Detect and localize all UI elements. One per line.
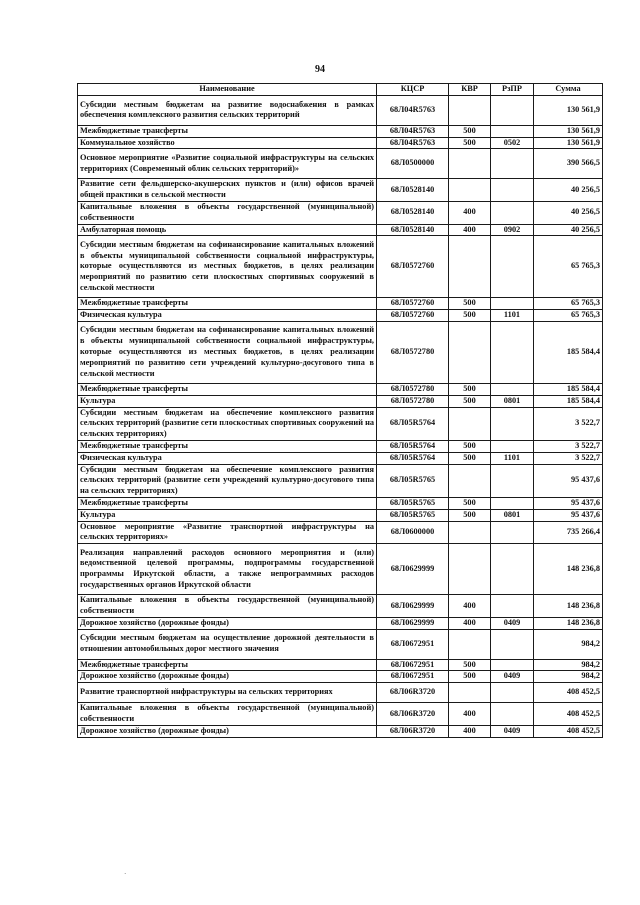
row-rzpr	[491, 201, 534, 224]
row-kvr: 400	[449, 703, 491, 726]
row-kvr: 500	[449, 659, 491, 671]
table-row	[78, 617, 603, 629]
row-rzpr	[491, 383, 534, 395]
row-code: 68Л0572760	[377, 298, 449, 310]
scan-mark: ·	[124, 870, 127, 878]
row-sum: 408 452,5	[534, 725, 603, 737]
row-kvr	[449, 464, 491, 497]
row-sum: 984,2	[534, 629, 603, 659]
header-rzpr: РзПР	[491, 84, 534, 96]
row-code: 68Л0629999	[377, 544, 449, 595]
row-sum: 185 584,4	[534, 395, 603, 407]
row-name: Основное мероприятие «Развитие транспортной инфраструктуры на сельских территориях»	[78, 521, 377, 544]
row-kvr: 500	[449, 509, 491, 521]
row-name: Культура	[78, 395, 377, 407]
budget-table	[77, 83, 603, 738]
table-row	[78, 407, 603, 440]
row-kvr: 500	[449, 383, 491, 395]
row-sum: 95 437,6	[534, 464, 603, 497]
row-rzpr: 0801	[491, 395, 534, 407]
row-code: 68Л05R5764	[377, 407, 449, 440]
row-kvr: 500	[449, 452, 491, 464]
row-rzpr	[491, 544, 534, 595]
row-kvr	[449, 521, 491, 544]
row-code: 68Л0672951	[377, 671, 449, 683]
row-name: Межбюджетные трансферты	[78, 125, 377, 137]
table-row	[78, 671, 603, 683]
row-kvr: 500	[449, 497, 491, 509]
row-name: Физическая культура	[78, 452, 377, 464]
row-sum: 130 561,9	[534, 125, 603, 137]
row-code: 68Л0572780	[377, 395, 449, 407]
row-code: 68Л06R3720	[377, 683, 449, 703]
table-row	[78, 452, 603, 464]
table-row	[78, 149, 603, 179]
row-sum: 984,2	[534, 671, 603, 683]
table-row	[78, 95, 603, 125]
row-sum: 148 236,8	[534, 544, 603, 595]
row-name: Субсидии местным бюджетам на осуществление дорожной деятельности в отношении автомобильных дорог местного значения	[78, 629, 377, 659]
table-row	[78, 464, 603, 497]
row-name: Коммунальное хозяйство	[78, 137, 377, 149]
row-sum: 390 566,5	[534, 149, 603, 179]
row-rzpr	[491, 95, 534, 125]
table-row	[78, 509, 603, 521]
row-rzpr: 0902	[491, 224, 534, 236]
header-name: Наименование	[78, 84, 377, 96]
row-kvr	[449, 629, 491, 659]
table-row	[78, 725, 603, 737]
table-row	[78, 395, 603, 407]
row-rzpr: 1101	[491, 310, 534, 322]
row-name: Межбюджетные трансферты	[78, 298, 377, 310]
row-rzpr: 0409	[491, 671, 534, 683]
row-kvr: 400	[449, 595, 491, 618]
table-row	[78, 179, 603, 202]
row-code: 68Л0572760	[377, 236, 449, 298]
table-row	[78, 497, 603, 509]
row-sum: 148 236,8	[534, 617, 603, 629]
row-rzpr	[491, 321, 534, 383]
row-rzpr	[491, 149, 534, 179]
row-sum: 40 256,5	[534, 224, 603, 236]
row-name: Реализация направлений расходов основного мероприятия и (или) ведомственной целевой программы, подпрограммы государственной программы Иркутской области, а также непрограммных расходов государственных органов Иркутской области	[78, 544, 377, 595]
row-rzpr	[491, 683, 534, 703]
row-sum: 408 452,5	[534, 703, 603, 726]
row-kvr: 500	[449, 395, 491, 407]
row-name: Развитие транспортной инфраструктуры на сельских территориях	[78, 683, 377, 703]
row-sum: 185 584,4	[534, 321, 603, 383]
table-row	[78, 595, 603, 618]
row-code: 68Л04R5763	[377, 137, 449, 149]
row-rzpr: 0409	[491, 725, 534, 737]
row-kvr	[449, 236, 491, 298]
row-code: 68Л0528140	[377, 201, 449, 224]
row-code: 68Л05R5765	[377, 497, 449, 509]
row-kvr	[449, 321, 491, 383]
row-name: Дорожное хозяйство (дорожные фонды)	[78, 725, 377, 737]
row-sum: 984,2	[534, 659, 603, 671]
table-row	[78, 440, 603, 452]
row-code: 68Л0629999	[377, 595, 449, 618]
table-row	[78, 298, 603, 310]
row-name: Культура	[78, 509, 377, 521]
row-sum: 735 266,4	[534, 521, 603, 544]
row-name: Субсидии местным бюджетам на развитие водоснабжения в рамках обеспечения комплексного развития сельских территорий	[78, 95, 377, 125]
row-sum: 148 236,8	[534, 595, 603, 618]
row-rzpr	[491, 629, 534, 659]
table-row	[78, 703, 603, 726]
row-code: 68Л05R5765	[377, 509, 449, 521]
table-row	[78, 544, 603, 595]
row-rzpr	[491, 703, 534, 726]
row-code: 68Л0629999	[377, 617, 449, 629]
row-kvr: 500	[449, 310, 491, 322]
table-row	[78, 383, 603, 395]
row-name: Межбюджетные трансферты	[78, 659, 377, 671]
header-code: КЦСР	[377, 84, 449, 96]
row-name: Основное мероприятие «Развитие социальной инфраструктуры на сельских территориях (Современный облик сельских территорий)»	[78, 149, 377, 179]
table-row	[78, 321, 603, 383]
row-kvr: 400	[449, 224, 491, 236]
row-sum: 130 561,9	[534, 137, 603, 149]
row-kvr: 500	[449, 125, 491, 137]
row-sum: 3 522,7	[534, 440, 603, 452]
row-kvr: 400	[449, 617, 491, 629]
row-code: 68Л0672951	[377, 629, 449, 659]
row-code: 68Л0672951	[377, 659, 449, 671]
row-name: Межбюджетные трансферты	[78, 497, 377, 509]
row-sum: 408 452,5	[534, 683, 603, 703]
table-body	[78, 95, 603, 737]
row-rzpr	[491, 179, 534, 202]
row-code: 68Л0500000	[377, 149, 449, 179]
page-number: 94	[315, 64, 325, 75]
row-rzpr	[491, 440, 534, 452]
row-sum: 185 584,4	[534, 383, 603, 395]
row-sum: 3 522,7	[534, 407, 603, 440]
row-kvr	[449, 149, 491, 179]
row-name: Амбулаторная помощь	[78, 224, 377, 236]
row-name: Физическая культура	[78, 310, 377, 322]
row-sum: 130 561,9	[534, 95, 603, 125]
row-name: Межбюджетные трансферты	[78, 440, 377, 452]
row-code: 68Л05R5764	[377, 452, 449, 464]
row-code: 68Л05R5765	[377, 464, 449, 497]
row-rzpr	[491, 659, 534, 671]
table-row	[78, 201, 603, 224]
table-row	[78, 521, 603, 544]
table-row	[78, 224, 603, 236]
row-code: 68Л06R3720	[377, 725, 449, 737]
row-kvr: 400	[449, 201, 491, 224]
row-code: 68Л0572760	[377, 310, 449, 322]
row-kvr	[449, 683, 491, 703]
row-name: Субсидии местным бюджетам на софинансирование капитальных вложений в объекты муниципальной собственности социальной инфраструктуры, которые осуществляются из местных бюджетов, в целях реализации мероприятий по развитию сети учреждений культурно-досугового типа в сельской местности	[78, 321, 377, 383]
row-kvr: 400	[449, 725, 491, 737]
row-sum: 95 437,6	[534, 509, 603, 521]
table-row	[78, 629, 603, 659]
row-kvr: 500	[449, 440, 491, 452]
row-code: 68Л06R3720	[377, 703, 449, 726]
row-kvr	[449, 179, 491, 202]
row-rzpr	[491, 407, 534, 440]
row-rzpr: 0801	[491, 509, 534, 521]
row-name: Субсидии местным бюджетам на софинансирование капитальных вложений в объекты муниципальной собственности социальной инфраструктуры, которые осуществляются из местных бюджетов, в целях реализации мероприятий по развитию сети плоскостных спортивных сооружений в сельской местности	[78, 236, 377, 298]
row-name: Капитальные вложения в объекты государственной (муниципальной) собственности	[78, 703, 377, 726]
row-name: Субсидии местным бюджетам на обеспечение комплексного развития сельских территорий (развитие сети плоскостных спортивных сооружений на сельских территориях)	[78, 407, 377, 440]
row-rzpr: 1101	[491, 452, 534, 464]
table-row	[78, 236, 603, 298]
row-rzpr	[491, 497, 534, 509]
row-rzpr: 0409	[491, 617, 534, 629]
table-row	[78, 659, 603, 671]
row-sum: 40 256,5	[534, 179, 603, 202]
row-kvr	[449, 95, 491, 125]
header-sum: Сумма	[534, 84, 603, 96]
row-kvr: 500	[449, 298, 491, 310]
table-row	[78, 683, 603, 703]
row-rzpr	[491, 125, 534, 137]
row-kvr	[449, 544, 491, 595]
row-code: 68Л0528140	[377, 179, 449, 202]
table-header-row	[78, 84, 603, 96]
table-row	[78, 125, 603, 137]
row-code: 68Л0600000	[377, 521, 449, 544]
row-code: 68Л04R5763	[377, 125, 449, 137]
row-sum: 95 437,6	[534, 497, 603, 509]
row-rzpr	[491, 298, 534, 310]
row-name: Развитие сети фельдшерско-акушерских пунктов и (или) офисов врачей общей практики в сельской местности	[78, 179, 377, 202]
header-kvr: КВР	[449, 84, 491, 96]
row-rzpr	[491, 464, 534, 497]
row-name: Капитальные вложения в объекты государственной (муниципальной) собственности	[78, 201, 377, 224]
row-kvr	[449, 407, 491, 440]
row-kvr: 500	[449, 137, 491, 149]
row-rzpr	[491, 521, 534, 544]
row-rzpr: 0502	[491, 137, 534, 149]
table-row	[78, 310, 603, 322]
row-code: 68Л0572780	[377, 383, 449, 395]
row-rzpr	[491, 236, 534, 298]
row-sum: 40 256,5	[534, 201, 603, 224]
row-sum: 3 522,7	[534, 452, 603, 464]
row-sum: 65 765,3	[534, 310, 603, 322]
row-code: 68Л0572780	[377, 321, 449, 383]
row-name: Дорожное хозяйство (дорожные фонды)	[78, 671, 377, 683]
row-name: Дорожное хозяйство (дорожные фонды)	[78, 617, 377, 629]
row-sum: 65 765,3	[534, 298, 603, 310]
row-sum: 65 765,3	[534, 236, 603, 298]
row-name: Субсидии местным бюджетам на обеспечение комплексного развития сельских территорий (развитие сети учреждений культурно-досугового типа на сельских территориях)	[78, 464, 377, 497]
row-code: 68Л04R5763	[377, 95, 449, 125]
row-name: Капитальные вложения в объекты государственной (муниципальной) собственности	[78, 595, 377, 618]
row-rzpr	[491, 595, 534, 618]
row-name: Межбюджетные трансферты	[78, 383, 377, 395]
row-code: 68Л0528140	[377, 224, 449, 236]
table-row	[78, 137, 603, 149]
row-code: 68Л05R5764	[377, 440, 449, 452]
row-kvr: 500	[449, 671, 491, 683]
